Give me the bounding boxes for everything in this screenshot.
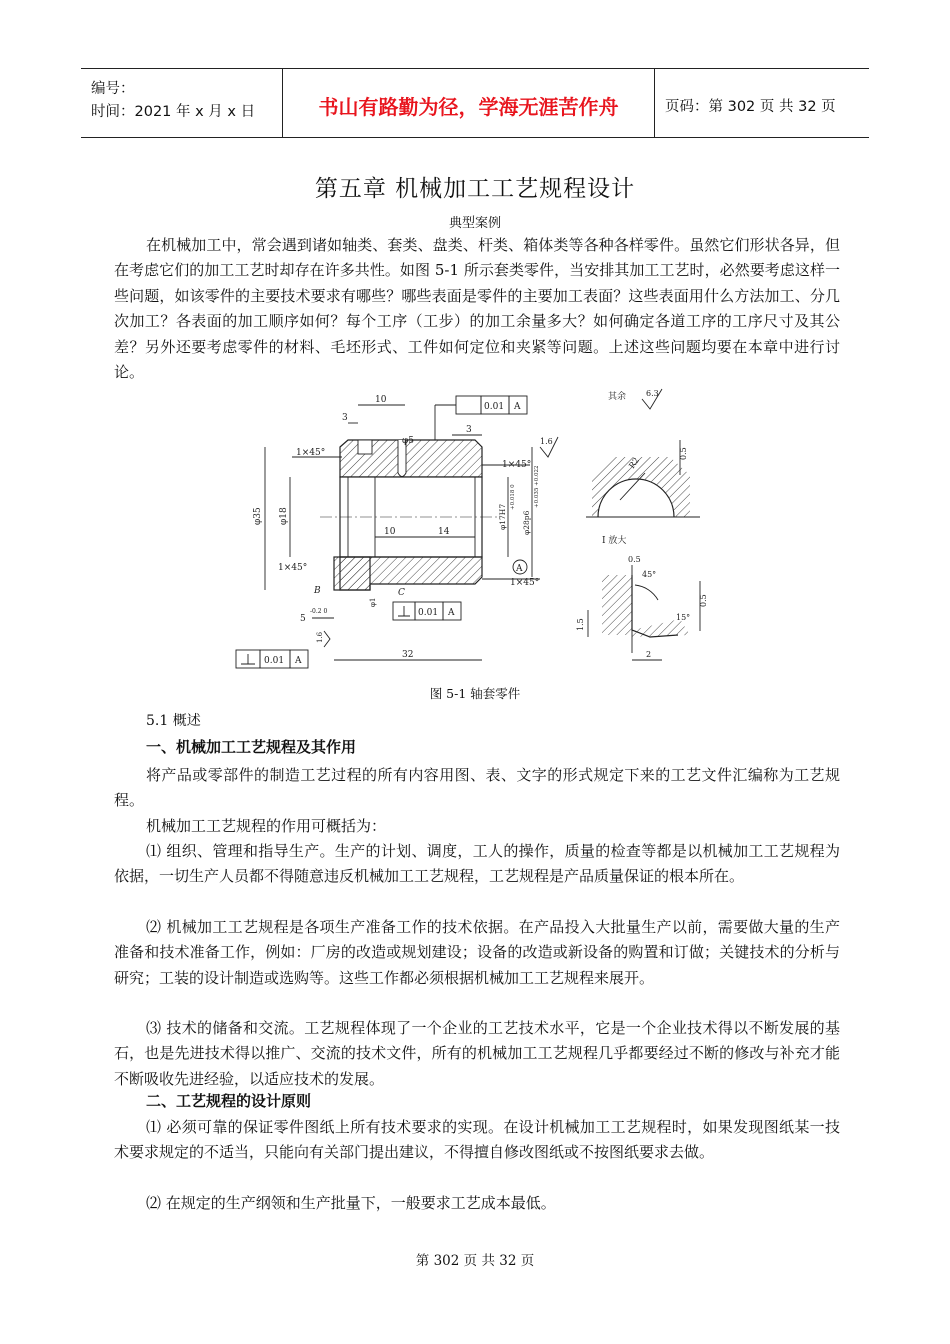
section-label: I 放大 [602, 536, 627, 546]
chamfer-hatch [602, 575, 632, 635]
code-label: 编号： [91, 81, 135, 97]
dim-10-inner: 10 [384, 527, 396, 537]
chapter-subtitle: 典型案例 [448, 216, 501, 231]
roughness-63: 6.3 [646, 389, 659, 398]
perpendicular-icon [241, 654, 255, 664]
phi17-tol: +0.018 0 [510, 484, 516, 510]
role-intro: 机械加工工艺规程的作用可概括为： [146, 817, 387, 835]
phi18-label: φ18 [279, 507, 289, 525]
role-1: ⑴ 组织、管理和指导生产。生产的计划、调度，工人的操作，质量的检查等都是以机械加工工艺规程为依据，一切生产人员都不得随意违反机械加工工艺规程，工艺规程是产品质量保证的根本所在。 [114, 842, 840, 886]
document-header [81, 68, 869, 138]
role-2: ⑵ 机械加工工艺规程是各项生产准备工作的技术依据。在产品投入大批量生产以前，需要做大量的生产准备和技术准备工作，例如：厂房的改造或规划建设；设备的改造或新设备的购置和订做；关键技术的分析与研究；工装的设计制造或选购等。这些工作都必须根据机械加工工艺规程来展开。 [114, 918, 840, 987]
dim-3-right: 3 [466, 425, 472, 435]
label-c: C [398, 588, 405, 598]
dim-05-right: 0.5 [699, 594, 708, 607]
rest-label: 其余 [608, 392, 627, 402]
role-3: ⑶ 技术的储备和交流。工艺规程体现了一个企业的工艺技术水平，它是一个企业技术得以不断发展的基石，也是先进技术得以推广、交流的技术文件，所有的机械加工工艺规程几乎都要经过不断的修改与补充才能不断吸收先进经验，以适应技术的发展。 [114, 1019, 840, 1088]
dim-5-tol: -0.2 0 [310, 608, 328, 615]
angle-45: 45° [642, 570, 657, 579]
chamfer-label: 1×45° [502, 460, 532, 470]
dim-10-top: 10 [375, 395, 387, 405]
header-page-cell [655, 69, 869, 137]
figure-caption: 图 5-1 轴套零件 [429, 686, 521, 701]
roughness-label: 1.6 [540, 437, 553, 446]
phi28-tol: +0.035 +0.022 [534, 465, 540, 508]
chamfer-label: 1×45° [510, 578, 540, 588]
label-b: B [314, 586, 321, 596]
heading-2: 二、工艺规程的设计原则 [146, 1092, 312, 1110]
dim-2: 2 [646, 650, 652, 659]
flange-section [334, 557, 370, 590]
perpendicular-icon [398, 606, 410, 616]
phi1-label: φ1 [369, 597, 377, 607]
tol-value-bottom: 0.01 [418, 608, 439, 618]
dim-05-detail: 0.5 [679, 447, 688, 460]
tol-frame-symbol [456, 396, 481, 414]
date-label: 时间：2021 年 x 月 x 日 [91, 104, 256, 120]
motto: 书山有路勤为径，学海无涯苦作舟 [318, 95, 619, 119]
chamfer-label: 1×45° [296, 448, 326, 458]
angle-15: 15° [676, 613, 691, 622]
roughness-symbol [324, 631, 330, 647]
phi5-label: φ5 [402, 436, 415, 446]
angle-arc [635, 585, 658, 600]
tol-value-top: 0.01 [484, 402, 505, 412]
phi35-label: φ35 [253, 507, 263, 525]
page-label: 页码：第 302 页 共 32 页 [665, 99, 836, 115]
dim-15: 1.5 [576, 618, 585, 631]
dim-14: 14 [438, 527, 450, 537]
tol-value-left: 0.01 [264, 656, 285, 666]
tol-datum-left: A [295, 656, 302, 666]
definition-paragraph: 将产品或零部件的制造工艺过程的所有内容用图、表、文字的形式规定下来的工艺文件汇编称为工艺规程。 [114, 766, 840, 810]
principle-1: ⑴ 必须可靠的保证零件图纸上所有技术要求的实现。在设计机械加工工艺规程时，如果发现图纸某一技术要求规定的不适当，只能向有关部门提出建议，不得擅自修改图纸或不按图纸要求去做。 [114, 1118, 840, 1162]
r2-label: R2 [627, 455, 642, 471]
phi28-label: φ28p6 [522, 510, 531, 535]
phi17-label: φ17H7 [498, 503, 507, 530]
principle-2: ⑵ 在规定的生产纲领和生产批量下，一般要求工艺成本最低。 [146, 1194, 556, 1212]
header-info-cell [81, 69, 283, 137]
tol-datum-bottom: A [448, 608, 455, 618]
chamfer-label: 1×45° [278, 563, 308, 573]
oil-groove [358, 440, 372, 454]
bushing-drawing [230, 385, 740, 677]
datum-a-label: A [516, 564, 523, 574]
dim-32: 32 [402, 650, 414, 660]
section-title: 5.1 概述 [146, 713, 201, 729]
heading-1: 一、机械加工工艺规程及其作用 [146, 738, 357, 756]
dim-3-top: 3 [342, 413, 348, 423]
tol-datum-top: A [514, 402, 521, 412]
header-motto-cell [283, 69, 655, 137]
roughness-label: 1.6 [316, 631, 324, 643]
dim-5: 5 [300, 614, 306, 624]
chapter-title: 第五章 机械加工工艺规程设计 [314, 176, 636, 202]
dim-05-top: 0.5 [628, 555, 641, 564]
intro-paragraph: 在机械加工中，常会遇到诸如轴类、套类、盘类、杆类、箱体类等各种各样零件。虽然它们形状各异，但在考虑它们的加工工艺时却存在许多共性。如图 5-1 所示套类零件，当安排其加工工艺时，必然要考虑这样一些问题，如该零件的主要技术要求有哪些？哪些表面是零件的主要加工表面？这些表面用什么方法加工、分几次加工？各表面的加工顺序如何？每个工序（工步）的加工余量多大？如何确定各道工序的工序尺寸及其公差？另外还要考虑零件的材料、毛坯形式、工件如何定位和夹紧等问题。上述这些问题均要在本章中进行讨论。 [114, 236, 840, 382]
page-footer: 第 302 页 共 32 页 [415, 1253, 535, 1269]
